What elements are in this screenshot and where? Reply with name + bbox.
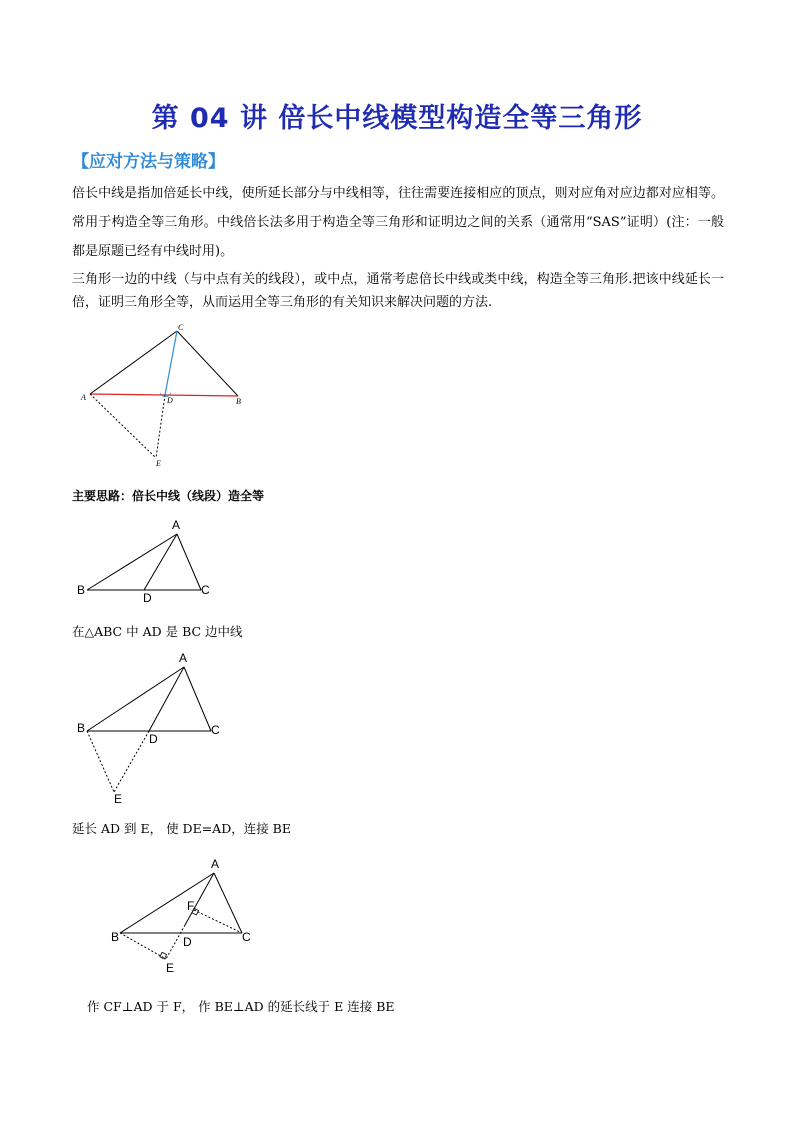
paragraph-definition: 倍长中线是指加倍延长中线，使所延长部分与中线相等，往往需要连接相应的顶点，则对应角对应边都对应相等。常用于构造全等三角形。中线倍长法多用于构造全等三角形和证明边之间的关系（通常用“SAS”证明）(注：一般都是原题已经有中线时用)。	[72, 186, 724, 259]
fig2-label-d: D	[143, 591, 152, 605]
fig4-label-a: A	[211, 857, 220, 871]
page-title: 第 04 讲 倍长中线模型构造全等三角形	[151, 103, 643, 134]
fig2-label-b: B	[77, 583, 86, 597]
main-idea-heading: 主要思路：倍长中线（线段）造全等	[72, 489, 265, 503]
paragraph-method: 三角形一边的中线（与中点有关的线段），或中点，通常考虑倍长中线或类中线，构造全等三角形.把该中线延长一倍，证明三角形全等，从而运用全等三角形的有关知识来解决问题的方法.	[72, 272, 724, 310]
fig1-label-c: C	[178, 323, 184, 332]
fig2-label-a: A	[172, 518, 181, 532]
fig4-label-b: B	[111, 930, 120, 944]
fig3-label-d: D	[149, 732, 158, 746]
caption-figure-4: 作 CF⊥AD 于 F， 作 BE⊥AD 的延长线于 E 连接 BE	[87, 999, 395, 1014]
fig2-label-c: C	[201, 583, 210, 597]
fig4-label-e: E	[166, 961, 175, 975]
fig1-label-e: E	[156, 459, 161, 468]
fig3-label-a: A	[179, 651, 188, 665]
caption-figure-3: 延长 AD 到 E， 使 DE=AD，连接 BE	[72, 821, 291, 836]
fig4-label-f: F	[187, 899, 195, 913]
caption-figure-2: 在△ABC 中 AD 是 BC 边中线	[72, 624, 243, 639]
fig1-label-a: A	[81, 393, 86, 402]
fig1-label-d: D	[167, 396, 173, 405]
fig1-label-b: B	[236, 397, 241, 406]
fig3-label-b: B	[77, 721, 86, 735]
fig4-label-c: C	[242, 930, 251, 944]
fig4-label-d: D	[183, 935, 192, 949]
fig3-label-c: C	[211, 723, 220, 737]
section-heading: 【应对方法与策略】	[72, 152, 225, 172]
fig3-label-e: E	[114, 792, 123, 806]
